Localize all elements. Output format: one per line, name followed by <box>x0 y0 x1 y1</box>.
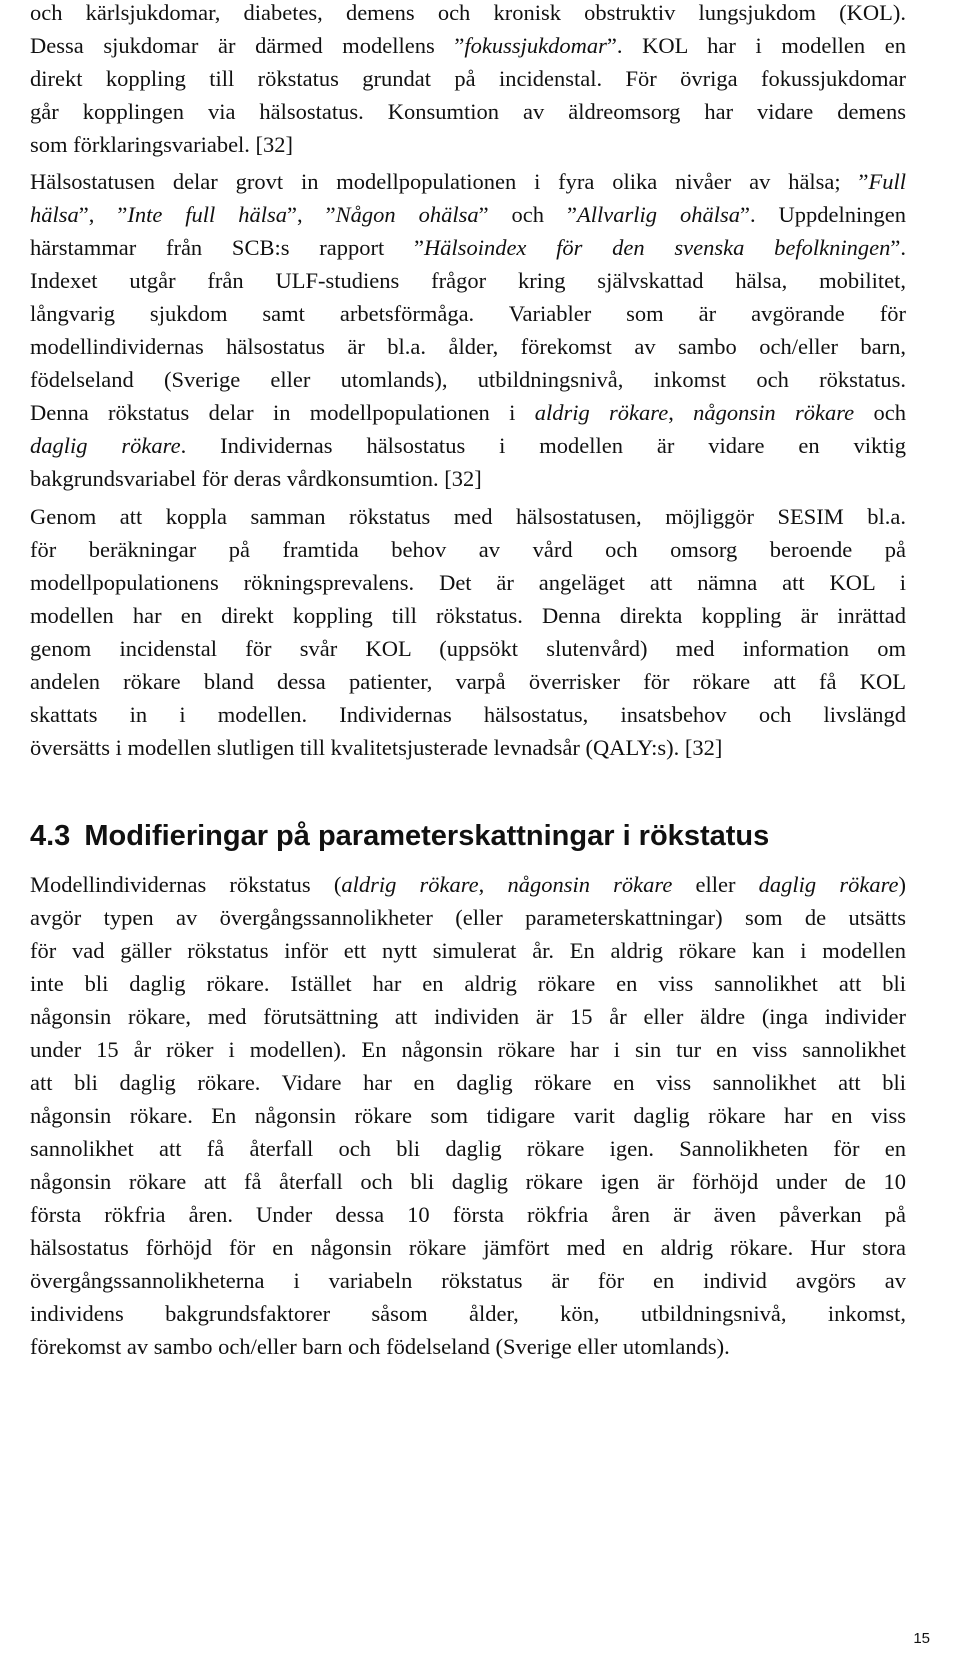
section-heading <box>30 816 769 856</box>
paragraph-3 <box>30 500 906 764</box>
text-line <box>30 95 906 128</box>
text-line <box>30 665 906 698</box>
text-line <box>30 731 906 764</box>
italic-text: aldrig rökare <box>534 400 669 425</box>
text-line <box>30 1330 906 1363</box>
text-run: att bli daglig rökare. Vidare har en daglig rökare en viss sannolikhet att bli <box>30 1070 906 1095</box>
text-run: första rökfria åren. Under dessa 10 första rökfria åren är även påverkan på <box>30 1202 906 1227</box>
text-run: , <box>478 872 508 897</box>
section-number: 4.3 <box>30 820 71 852</box>
italic-text: daglig rökare <box>758 872 899 897</box>
text-line <box>30 901 906 934</box>
page-number: 15 <box>913 1630 930 1647</box>
text-run: ” och ” <box>478 202 577 227</box>
text-run: inte bli daglig rökare. Istället har en aldrig rökare en viss sannolikhet att bli <box>30 971 906 996</box>
text-line <box>30 1066 906 1099</box>
text-line <box>30 462 906 495</box>
text-run: modellen har en direkt koppling till rökstatus. Denna direkta koppling är inrättad <box>30 603 906 628</box>
text-line <box>30 363 906 396</box>
italic-text: aldrig rökare <box>341 872 479 897</box>
text-run: långvarig sjukdom samt arbetsförmåga. Variabler som är avgörande för <box>30 301 906 326</box>
italic-text: någonsin rökare <box>693 400 855 425</box>
text-run: Modellindividernas rökstatus ( <box>30 872 342 897</box>
text-line <box>30 396 906 429</box>
text-line <box>30 297 906 330</box>
text-run: förekomst av sambo och/eller barn och födelseland (Sverige eller utomlands). <box>30 1334 730 1359</box>
text-line <box>30 1297 906 1330</box>
text-line <box>30 330 906 363</box>
text-line <box>30 934 906 967</box>
text-run: avgör typen av övergångssannolikheter (eller parameterskattningar) som de utsätts <box>30 905 906 930</box>
text-run: ”, ” <box>287 202 336 227</box>
text-line <box>30 698 906 731</box>
text-run: Denna rökstatus delar in modellpopulationen i <box>30 400 535 425</box>
italic-text: Allvarlig ohälsa <box>576 202 740 227</box>
text-run: under 15 år röker i modellen). En någonsin rökare har i sin tur en viss sannolikhet <box>30 1037 906 1062</box>
text-run: , <box>668 400 694 425</box>
text-line <box>30 1198 906 1231</box>
text-line <box>30 0 906 29</box>
text-line <box>30 128 906 161</box>
text-run: för beräkningar på framtida behov av vård och omsorg beroende på <box>30 537 906 562</box>
text-run: någonsin rökare, med förutsättning att individen är 15 år eller äldre (inga individer <box>30 1004 906 1029</box>
text-line <box>30 632 906 665</box>
text-line <box>30 868 906 901</box>
text-line <box>30 1033 906 1066</box>
text-run: ”. Uppdelningen <box>739 202 907 227</box>
text-line <box>30 599 906 632</box>
text-run: ”. KOL har i modellen en <box>606 33 907 58</box>
text-line <box>30 1165 906 1198</box>
text-run: genom incidenstal för svår KOL (uppsökt slutenvård) med information om <box>30 636 906 661</box>
text-run: andelen rökare bland dessa patienter, varpå överrisker för rökare att få KOL <box>30 669 906 694</box>
text-run: ”, ” <box>78 202 128 227</box>
text-line <box>30 533 906 566</box>
text-run: eller <box>672 872 759 897</box>
text-run: ) <box>898 872 906 897</box>
text-run: . Individernas hälsostatus i modellen är vidare en viktig <box>180 433 906 458</box>
text-run: och <box>854 400 906 425</box>
text-line <box>30 566 906 599</box>
text-run: Dessa sjukdomar är därmed modellens ” <box>30 33 465 58</box>
italic-text: Hälsoindex för den svenska befolkningen <box>423 235 891 260</box>
text-line <box>30 1132 906 1165</box>
text-run: Hälsostatusen delar grovt in modellpopulationen i fyra olika nivåer av hälsa; ” <box>30 169 869 194</box>
text-line <box>30 198 906 231</box>
text-line <box>30 429 906 462</box>
text-line <box>30 231 906 264</box>
text-run: bakgrundsvariabel för deras vårdkonsumtion. [32] <box>30 466 482 491</box>
text-run: individens bakgrundsfaktorer såsom ålder, kön, utbildningsnivå, inkomst, <box>30 1301 906 1326</box>
italic-text: Någon ohälsa <box>335 202 479 227</box>
text-line <box>30 264 906 297</box>
text-run: Genom att koppla samman rökstatus med hälsostatusen, möjliggör SESIM bl.a. <box>30 504 906 529</box>
text-run: går kopplingen via hälsostatus. Konsumtion av äldreomsorg har vidare demens <box>30 99 906 124</box>
text-run: modellpopulationens rökningsprevalens. Det är angeläget att nämna att KOL i <box>30 570 906 595</box>
text-run: Indexet utgår från ULF-studiens frågor kring självskattad hälsa, mobilitet, <box>30 268 906 293</box>
paragraph-4 <box>30 868 906 1363</box>
text-line <box>30 29 906 62</box>
italic-text: Full <box>868 169 906 194</box>
section-title: Modifieringar på parameterskattningar i rökstatus <box>84 820 770 852</box>
text-run: skattats in i modellen. Individernas hälsostatus, insatsbehov och livslängd <box>30 702 906 727</box>
text-line <box>30 1000 906 1033</box>
italic-text: daglig rökare <box>30 433 181 458</box>
text-line <box>30 967 906 1000</box>
text-line <box>30 1264 906 1297</box>
text-run: för vad gäller rökstatus inför ett nytt simulerat år. En aldrig rökare kan i modellen <box>30 938 906 963</box>
text-run: ”. <box>890 235 906 260</box>
text-run: hälsostatus förhöjd för en någonsin rökare jämfört med en aldrig rökare. Hur stora <box>30 1235 906 1260</box>
text-run: födelseland (Sverige eller utomlands), utbildningsnivå, inkomst och rökstatus. <box>30 367 906 392</box>
text-run: som förklaringsvariabel. [32] <box>30 132 294 157</box>
text-run: någonsin rökare att få återfall och bli daglig rökare igen är förhöjd under de 10 <box>30 1169 906 1194</box>
paragraph-1 <box>30 0 906 161</box>
text-run: direkt koppling till rökstatus grundat på incidenstal. För övriga fokussjukdomar <box>30 66 906 91</box>
text-run: översätts i modellen slutligen till kvalitetsjusterade levnadsår (QALY:s). [32] <box>30 735 723 760</box>
text-run: någonsin rökare. En någonsin rökare som tidigare varit daglig rökare har en viss <box>30 1103 906 1128</box>
italic-text: fokussjukdomar <box>464 33 607 58</box>
text-line <box>30 62 906 95</box>
italic-text: någonsin rökare <box>507 872 673 897</box>
text-run: och kärlsjukdomar, diabetes, demens och kronisk obstruktiv lungsjukdom (KOL). <box>30 0 906 25</box>
italic-text: Inte full hälsa <box>127 202 288 227</box>
text-line <box>30 1231 906 1264</box>
text-line <box>30 165 906 198</box>
paragraph-2 <box>30 165 906 495</box>
italic-text: hälsa <box>30 202 79 227</box>
text-run: härstammar från SCB:s rapport ” <box>30 235 424 260</box>
text-run: modellindividernas hälsostatus är bl.a. ålder, förekomst av sambo och/eller barn, <box>30 334 906 359</box>
text-line <box>30 500 906 533</box>
text-line <box>30 1099 906 1132</box>
text-run: sannolikhet att få återfall och bli daglig rökare igen. Sannolikheten för en <box>30 1136 906 1161</box>
text-run: övergångssannolikheterna i variabeln rökstatus är för en individ avgörs av <box>30 1268 906 1293</box>
